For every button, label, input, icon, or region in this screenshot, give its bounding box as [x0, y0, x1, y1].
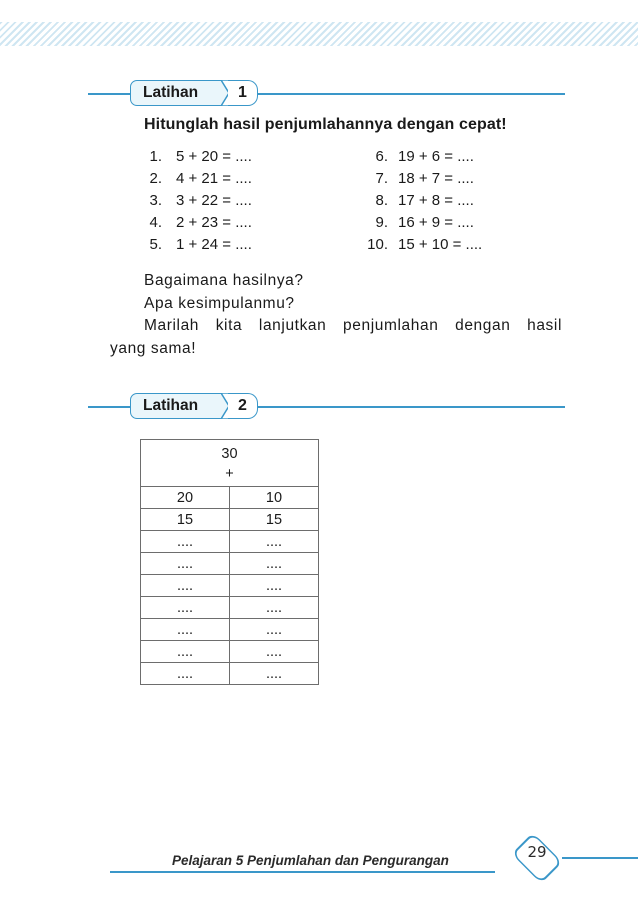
footer-line-right	[562, 857, 638, 859]
exercise-item	[138, 212, 252, 234]
exercise-number: 4.	[149, 214, 162, 231]
right-addend-cell: 10	[230, 487, 319, 509]
table-row	[141, 597, 319, 619]
section-1-line-left	[88, 93, 133, 95]
exercise-number: 3.	[149, 192, 162, 209]
exercise-item	[138, 168, 252, 190]
exercise-item	[362, 212, 474, 234]
table-row	[141, 553, 319, 575]
section-2-line-left	[88, 406, 133, 408]
exercise-expression: 18 + 7 = ....	[398, 170, 474, 187]
exercise-number: 9.	[375, 214, 388, 231]
exercise-expression: 1 + 24 = ....	[176, 236, 252, 253]
table-operator: +	[225, 466, 234, 482]
top-decorative-band	[0, 22, 638, 46]
paragraph-line-1: Marilah kita lanjutkan penjumlahan dengan hasil	[144, 317, 562, 334]
exercise-number: 7.	[375, 170, 388, 187]
left-addend-cell: ....	[141, 575, 230, 597]
latihan-1-label: Latihan	[143, 84, 199, 101]
right-addend-cell: ....	[230, 663, 319, 685]
exercise-expression: 5 + 20 = ....	[176, 148, 252, 165]
exercise-item	[362, 234, 483, 256]
section-1-line-right	[258, 93, 565, 95]
right-addend-cell: ....	[230, 553, 319, 575]
exercise-number: 5.	[149, 236, 162, 253]
latihan-1-tag	[130, 80, 234, 106]
left-addend-cell: ....	[141, 597, 230, 619]
page-number: 29	[527, 843, 547, 861]
exercise-number: 10.	[367, 236, 388, 253]
left-addend-cell: ....	[141, 663, 230, 685]
exercise-expression: 4 + 21 = ....	[176, 170, 252, 187]
exercise-expression: 15 + 10 = ....	[398, 236, 483, 253]
exercise-expression: 16 + 9 = ....	[398, 214, 474, 231]
latihan-1-number: 1	[228, 80, 258, 106]
exercise-item	[362, 168, 474, 190]
table-row	[141, 663, 319, 685]
left-addend-cell: ....	[141, 641, 230, 663]
footer-line-left	[110, 871, 495, 873]
question-1: Bagaimana hasilnya?	[144, 272, 304, 289]
question-2: Apa kesimpulanmu?	[144, 295, 295, 312]
exercise-item	[138, 190, 252, 212]
right-addend-cell: ....	[230, 619, 319, 641]
right-addend-cell: 15	[230, 509, 319, 531]
exercise-number: 6.	[375, 148, 388, 165]
right-addend-cell: ....	[230, 575, 319, 597]
exercise-expression: 2 + 23 = ....	[176, 214, 252, 231]
table-row	[141, 641, 319, 663]
chapter-title: Pelajaran 5 Penjumlahan dan Pengurangan	[172, 853, 449, 868]
latihan-2-number: 2	[228, 393, 258, 419]
exercise-expression: 3 + 22 = ....	[176, 192, 252, 209]
table-row	[141, 531, 319, 553]
exercise-number: 2.	[149, 170, 162, 187]
right-addend-cell: ....	[230, 641, 319, 663]
exercise-number: 1.	[149, 148, 162, 165]
table-row	[141, 487, 319, 509]
exercise-number: 8.	[375, 192, 388, 209]
left-addend-cell: ....	[141, 531, 230, 553]
table-total: 30	[221, 446, 238, 462]
left-addend-cell: 20	[141, 487, 230, 509]
exercise-expression: 19 + 6 = ....	[398, 148, 474, 165]
latihan-2-label: Latihan	[143, 397, 199, 414]
latihan-2-tag	[130, 393, 234, 419]
right-addend-cell: ....	[230, 531, 319, 553]
exercise-item	[362, 190, 474, 212]
left-addend-cell: 15	[141, 509, 230, 531]
instruction-text: Hitunglah hasil penjumlahannya dengan cepat!	[144, 116, 507, 133]
table-row	[141, 575, 319, 597]
paragraph-line-2: yang sama!	[110, 340, 197, 357]
table-header-cell	[141, 440, 319, 487]
table-header-row	[141, 440, 319, 487]
exercise-item	[138, 146, 252, 168]
exercise-item	[362, 146, 474, 168]
exercise-expression: 17 + 8 = ....	[398, 192, 474, 209]
table-row	[141, 509, 319, 531]
table-row	[141, 619, 319, 641]
left-addend-cell: ....	[141, 553, 230, 575]
section-2-line-right	[258, 406, 565, 408]
right-addend-cell: ....	[230, 597, 319, 619]
left-addend-cell: ....	[141, 619, 230, 641]
sum-table	[140, 439, 319, 685]
exercise-item	[138, 234, 252, 256]
